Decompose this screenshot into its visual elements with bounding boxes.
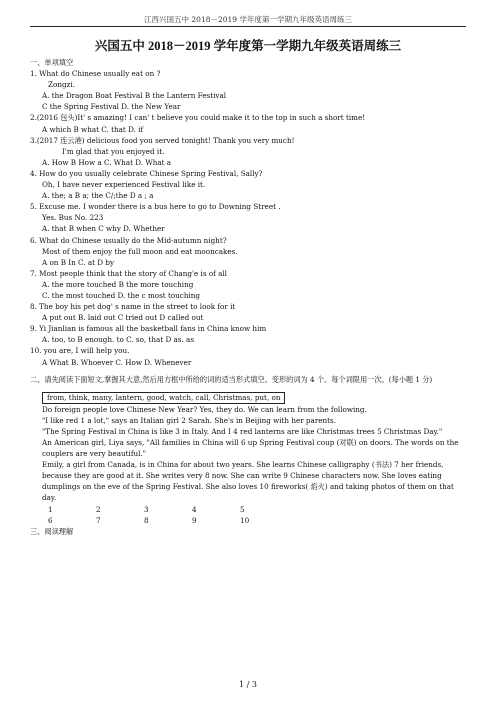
answer-slot: 8: [144, 515, 149, 525]
q7-options-ab: A. the more touched B the more touching: [42, 279, 194, 289]
answer-row-1: [30, 504, 466, 515]
section-heading-3: 三、阅读理解: [30, 526, 74, 536]
q6-options: A on B In C. at D by: [42, 257, 115, 267]
passage-line-2: "I like red 1 a lot," says an Italian girl 2 Sarah. She's in Beijing with her parents.: [42, 415, 336, 425]
answer-slot: 7: [96, 515, 101, 525]
q2-stem: 2.(2016 包头)It' s amazing! I can' t believe you could make it to the top in such a short time!: [30, 113, 366, 123]
q2-options: A which B what C. that D. if: [42, 124, 144, 134]
answer-slot: 4: [192, 504, 197, 514]
answer-slot: 5: [240, 504, 245, 514]
q7-stem: 7. Most people think that the story of Chang'e is of all: [30, 268, 227, 278]
answer-slot: 2: [96, 504, 101, 514]
q4-stem: 4. How do you usually celebrate Chinese Spring Festival, Sally?: [30, 168, 263, 178]
q8-options: A put out B. laid out C tried out D called out: [42, 313, 204, 323]
q7-options-cd: C. the most touched D. the c most touching: [42, 290, 200, 300]
answer-row-2: [30, 515, 466, 526]
word-box: from, think, many, lantern, good, watch, call, Christmas, put, on: [42, 392, 285, 404]
q6-stem: 6. What do Chinese usually do the Mid-autumn night?: [30, 235, 227, 245]
q9-options: A. too, to B enough. to C. so, that D as. as: [42, 335, 195, 345]
page-number: 1 / 3: [239, 680, 257, 689]
passage-line-1: Do foreign people love Chinese New Year? Yes, they do. We can learn from the following.: [42, 404, 367, 414]
answer-slot: 3: [144, 504, 149, 514]
section-heading-2: 二、请先阅读下面短文,掌握其大意,然后用方框中所给的词的适当形式填空。变形的词为 4 个。每个词限用一次。(每小题 1 分): [30, 374, 433, 384]
answer-slot: 10: [240, 515, 250, 525]
q8-stem: 8. The boy his pet dog' s name in the street to look for it: [30, 302, 236, 312]
q3-stem: 3.(2017 连云港) delicious food you served tonight! Thank you very much!: [30, 135, 295, 145]
q5-options: A. that B when C why D. Whether: [42, 224, 165, 234]
passage-paragraph-5: Emily, a girl from Canada, is in China for about two years. She learns Chinese calligraphy (书法) 7 her friends, because they are good at it. She writes very 8 now. She can write 9 Chinese characters now. She loves eating dumplings on the eve of the Spring Festival. She also loves 10 fireworks( 焰火) and taking photos of them on that day.: [42, 460, 454, 503]
q1-stem: 1. What do Chinese usually eat on ?: [30, 69, 161, 79]
answer-slot: 9: [192, 515, 197, 525]
q1-options-ab: A. the Dragon Boat Festival B the Lantern Festival: [42, 91, 227, 101]
q4-options: A. the; a B a; the C/;the D a ; a: [42, 191, 154, 201]
q1-dialogue: Zongzi.: [48, 80, 75, 90]
q5-stem: 5. Excuse me. I wonder there is a bus here to go to Downing Street .: [30, 202, 281, 212]
q10-options: A What B. Whoever C. How D. Whenever: [42, 357, 192, 367]
q3-dialogue: I'm glad that you enjoyed it.: [62, 146, 165, 156]
document-title: 兴国五中 2018－2019 学年度第一学期九年级英语周练三: [94, 39, 402, 53]
page-header: 江西兴国五中 2018－2019 学年度第一学期九年级英语周练三: [144, 15, 352, 24]
q5-dialogue: Yes. Bus No. 223: [42, 213, 104, 223]
q9-stem: 9. Yi Jianlian is famous all the basketball fans in China know him: [30, 324, 267, 334]
answer-slot: 1: [48, 504, 53, 514]
q10-stem: 10. you are, I will help you.: [30, 346, 130, 356]
passage-paragraph-3: "The Spring Festival in China is like 3 in Italy. And I 4 red lanterns are like Christmas trees 5 Christmas Day.": [42, 426, 443, 436]
section-heading-1: 一、单项填空: [30, 58, 74, 67]
header-rule: [30, 26, 466, 27]
q3-options: A. How B How a C. What D. What a: [42, 157, 172, 167]
passage-paragraph-4: An American girl, Liya says, "All families in China will 6 up Spring Festival coup (对联) on doors. The words on the couplers are very beautiful.": [42, 438, 459, 459]
document-page: [30, 32, 466, 537]
q1-options-cd: C the Spring Festival D. the New Year: [42, 102, 181, 112]
q6-dialogue: Most of them enjoy the full moon and eat mooncakes.: [42, 246, 238, 256]
answer-slot: 6: [48, 515, 53, 525]
q4-dialogue: Oh, I have never experienced Festival like it.: [42, 180, 206, 190]
